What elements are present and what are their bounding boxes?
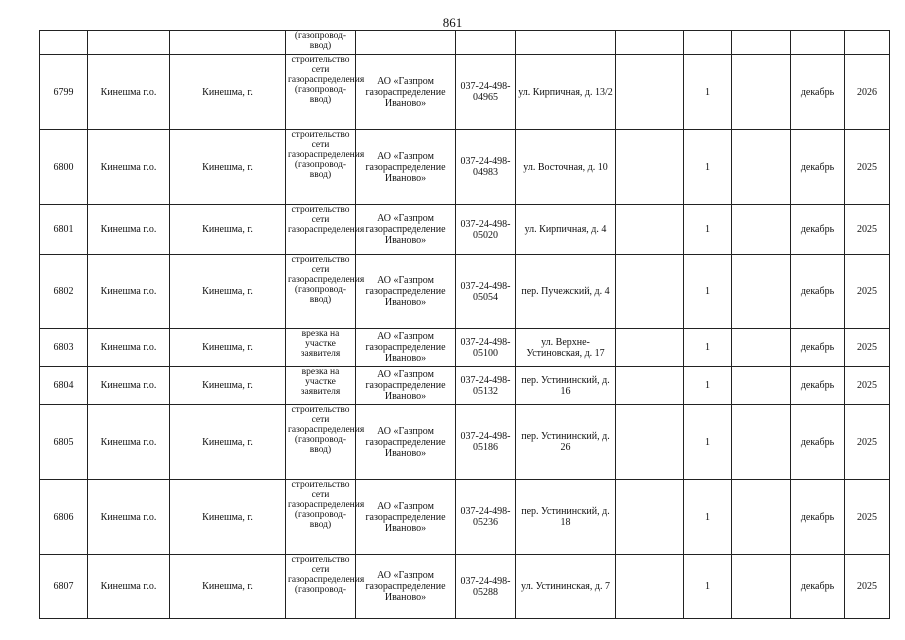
cell-year: 2025 [845,480,890,555]
cell-organization: АО «Газпром газораспределение Иваново» [356,405,456,480]
cell-empty [732,555,791,619]
cell-month: декабрь [791,405,845,480]
cell-work-type: строительство сети газораспределения [286,205,356,255]
cell-address: ул. Верхне-Устиновская, д. 17 [516,329,616,367]
cell-month: декабрь [791,55,845,130]
cell-quantity: 1 [684,255,732,329]
cell-empty [732,255,791,329]
cell-application-code: 037-24-498-05132 [456,367,516,405]
cell-empty [616,367,684,405]
cell-quantity: 1 [684,555,732,619]
cell-application-code: 037-24-498-04965 [456,55,516,130]
table-row [40,255,890,329]
cell-address: ул. Кирпичная, д. 13/2 [516,55,616,130]
cell-empty [616,329,684,367]
cell-district: Кинешма г.о. [88,255,170,329]
cell-address: пер. Устининский, д. 16 [516,367,616,405]
cell-empty [732,130,791,205]
cell-empty [684,31,732,55]
cell-empty [40,31,88,55]
cell-district: Кинешма г.о. [88,405,170,480]
gasification-table [39,30,890,619]
cell-organization: АО «Газпром газораспределение Иваново» [356,329,456,367]
cell-empty [616,555,684,619]
cell-month: декабрь [791,480,845,555]
cell-settlement: Кинешма, г. [170,205,286,255]
cell-year: 2025 [845,367,890,405]
cell-empty [616,255,684,329]
cell-application-code: 037-24-498-05054 [456,255,516,329]
cell-organization: АО «Газпром газораспределение Иваново» [356,205,456,255]
cell-organization: АО «Газпром газораспределение Иваново» [356,55,456,130]
cell-settlement: Кинешма, г. [170,329,286,367]
cell-empty [616,480,684,555]
page-number: 861 [442,15,463,30]
cell-empty [791,31,845,55]
cell-row-number: 6802 [40,255,88,329]
cell-application-code: 037-24-498-05288 [456,555,516,619]
cell-application-code: 037-24-498-05020 [456,205,516,255]
cell-empty [732,55,791,130]
table-body [40,31,890,619]
cell-work-type: строительство сети газораспределения (газопровод-ввод) [286,130,356,205]
cell-month: декабрь [791,255,845,329]
cell-empty [356,31,456,55]
cell-year: 2026 [845,55,890,130]
table-row [40,405,890,480]
cell-address: ул. Устининская, д. 7 [516,555,616,619]
cell-empty [732,367,791,405]
cell-row-number: 6800 [40,130,88,205]
cell-address: пер. Устининский, д. 18 [516,480,616,555]
cell-application-code: 037-24-498-05186 [456,405,516,480]
cell-row-number: 6801 [40,205,88,255]
cell-organization: АО «Газпром газораспределение Иваново» [356,367,456,405]
document-table-wrapper [39,30,889,620]
table-row [40,205,890,255]
work-text: (газопровод-ввод) [294,31,347,51]
cell-empty [732,480,791,555]
cell-district: Кинешма г.о. [88,205,170,255]
cell-month: декабрь [791,555,845,619]
cell-work-type: строительство сети газораспределения (газопровод-ввод) [286,255,356,329]
cell-month: декабрь [791,329,845,367]
cell-quantity: 1 [684,329,732,367]
cell-organization: АО «Газпром газораспределение Иваново» [356,255,456,329]
cell-empty [88,31,170,55]
cell-quantity: 1 [684,405,732,480]
cell-application-code: 037-24-498-05236 [456,480,516,555]
cell-month: декабрь [791,367,845,405]
cell-work-type [286,31,356,55]
cell-work-type: строительство сети газораспределения (газопровод-ввод) [286,405,356,480]
cell-empty [845,31,890,55]
cell-empty [616,130,684,205]
cell-district: Кинешма г.о. [88,480,170,555]
table-row [40,480,890,555]
cell-work-type: строительство сети газораспределения (газопровод- [286,555,356,619]
cell-work-type: строительство сети газораспределения (газопровод-ввод) [286,55,356,130]
cell-settlement: Кинешма, г. [170,367,286,405]
table-row [40,55,890,130]
cell-row-number: 6807 [40,555,88,619]
cell-settlement: Кинешма, г. [170,255,286,329]
continuation-row [40,31,890,55]
cell-district: Кинешма г.о. [88,367,170,405]
cell-row-number: 6806 [40,480,88,555]
cell-row-number: 6803 [40,329,88,367]
cell-empty [616,31,684,55]
cell-settlement: Кинешма, г. [170,480,286,555]
cell-work-type: врезка на участке заявителя [286,367,356,405]
cell-row-number: 6805 [40,405,88,480]
cell-empty [616,405,684,480]
cell-quantity: 1 [684,130,732,205]
cell-quantity: 1 [684,55,732,130]
cell-year: 2025 [845,130,890,205]
cell-empty [732,329,791,367]
cell-settlement: Кинешма, г. [170,130,286,205]
cell-work-type: строительство сети газораспределения (газопровод-ввод) [286,480,356,555]
cell-empty [516,31,616,55]
table-row [40,130,890,205]
cell-district: Кинешма г.о. [88,329,170,367]
cell-organization: АО «Газпром газораспределение Иваново» [356,130,456,205]
cell-empty [732,31,791,55]
cell-row-number: 6804 [40,367,88,405]
cell-year: 2025 [845,555,890,619]
cell-year: 2025 [845,405,890,480]
cell-address: ул. Восточная, д. 10 [516,130,616,205]
cell-address: ул. Кирпичная, д. 4 [516,205,616,255]
cell-quantity: 1 [684,480,732,555]
cell-district: Кинешма г.о. [88,55,170,130]
cell-district: Кинешма г.о. [88,130,170,205]
cell-month: декабрь [791,130,845,205]
cell-month: декабрь [791,205,845,255]
cell-year: 2025 [845,255,890,329]
cell-quantity: 1 [684,367,732,405]
cell-work-type: врезка на участке заявителя [286,329,356,367]
cell-row-number: 6799 [40,55,88,130]
cell-address: пер. Пучежский, д. 4 [516,255,616,329]
cell-year: 2025 [845,329,890,367]
cell-empty [456,31,516,55]
cell-organization: АО «Газпром газораспределение Иваново» [356,480,456,555]
cell-settlement: Кинешма, г. [170,555,286,619]
cell-address: пер. Устининский, д. 26 [516,405,616,480]
table-row [40,367,890,405]
cell-settlement: Кинешма, г. [170,55,286,130]
cell-empty [616,55,684,130]
cell-empty [732,205,791,255]
cell-district: Кинешма г.о. [88,555,170,619]
cell-empty [170,31,286,55]
cell-settlement: Кинешма, г. [170,405,286,480]
table-row [40,555,890,619]
cell-quantity: 1 [684,205,732,255]
cell-application-code: 037-24-498-05100 [456,329,516,367]
cell-empty [732,405,791,480]
cell-organization: АО «Газпром газораспределение Иваново» [356,555,456,619]
cell-year: 2025 [845,205,890,255]
cell-application-code: 037-24-498-04983 [456,130,516,205]
cell-empty [616,205,684,255]
table-row [40,329,890,367]
